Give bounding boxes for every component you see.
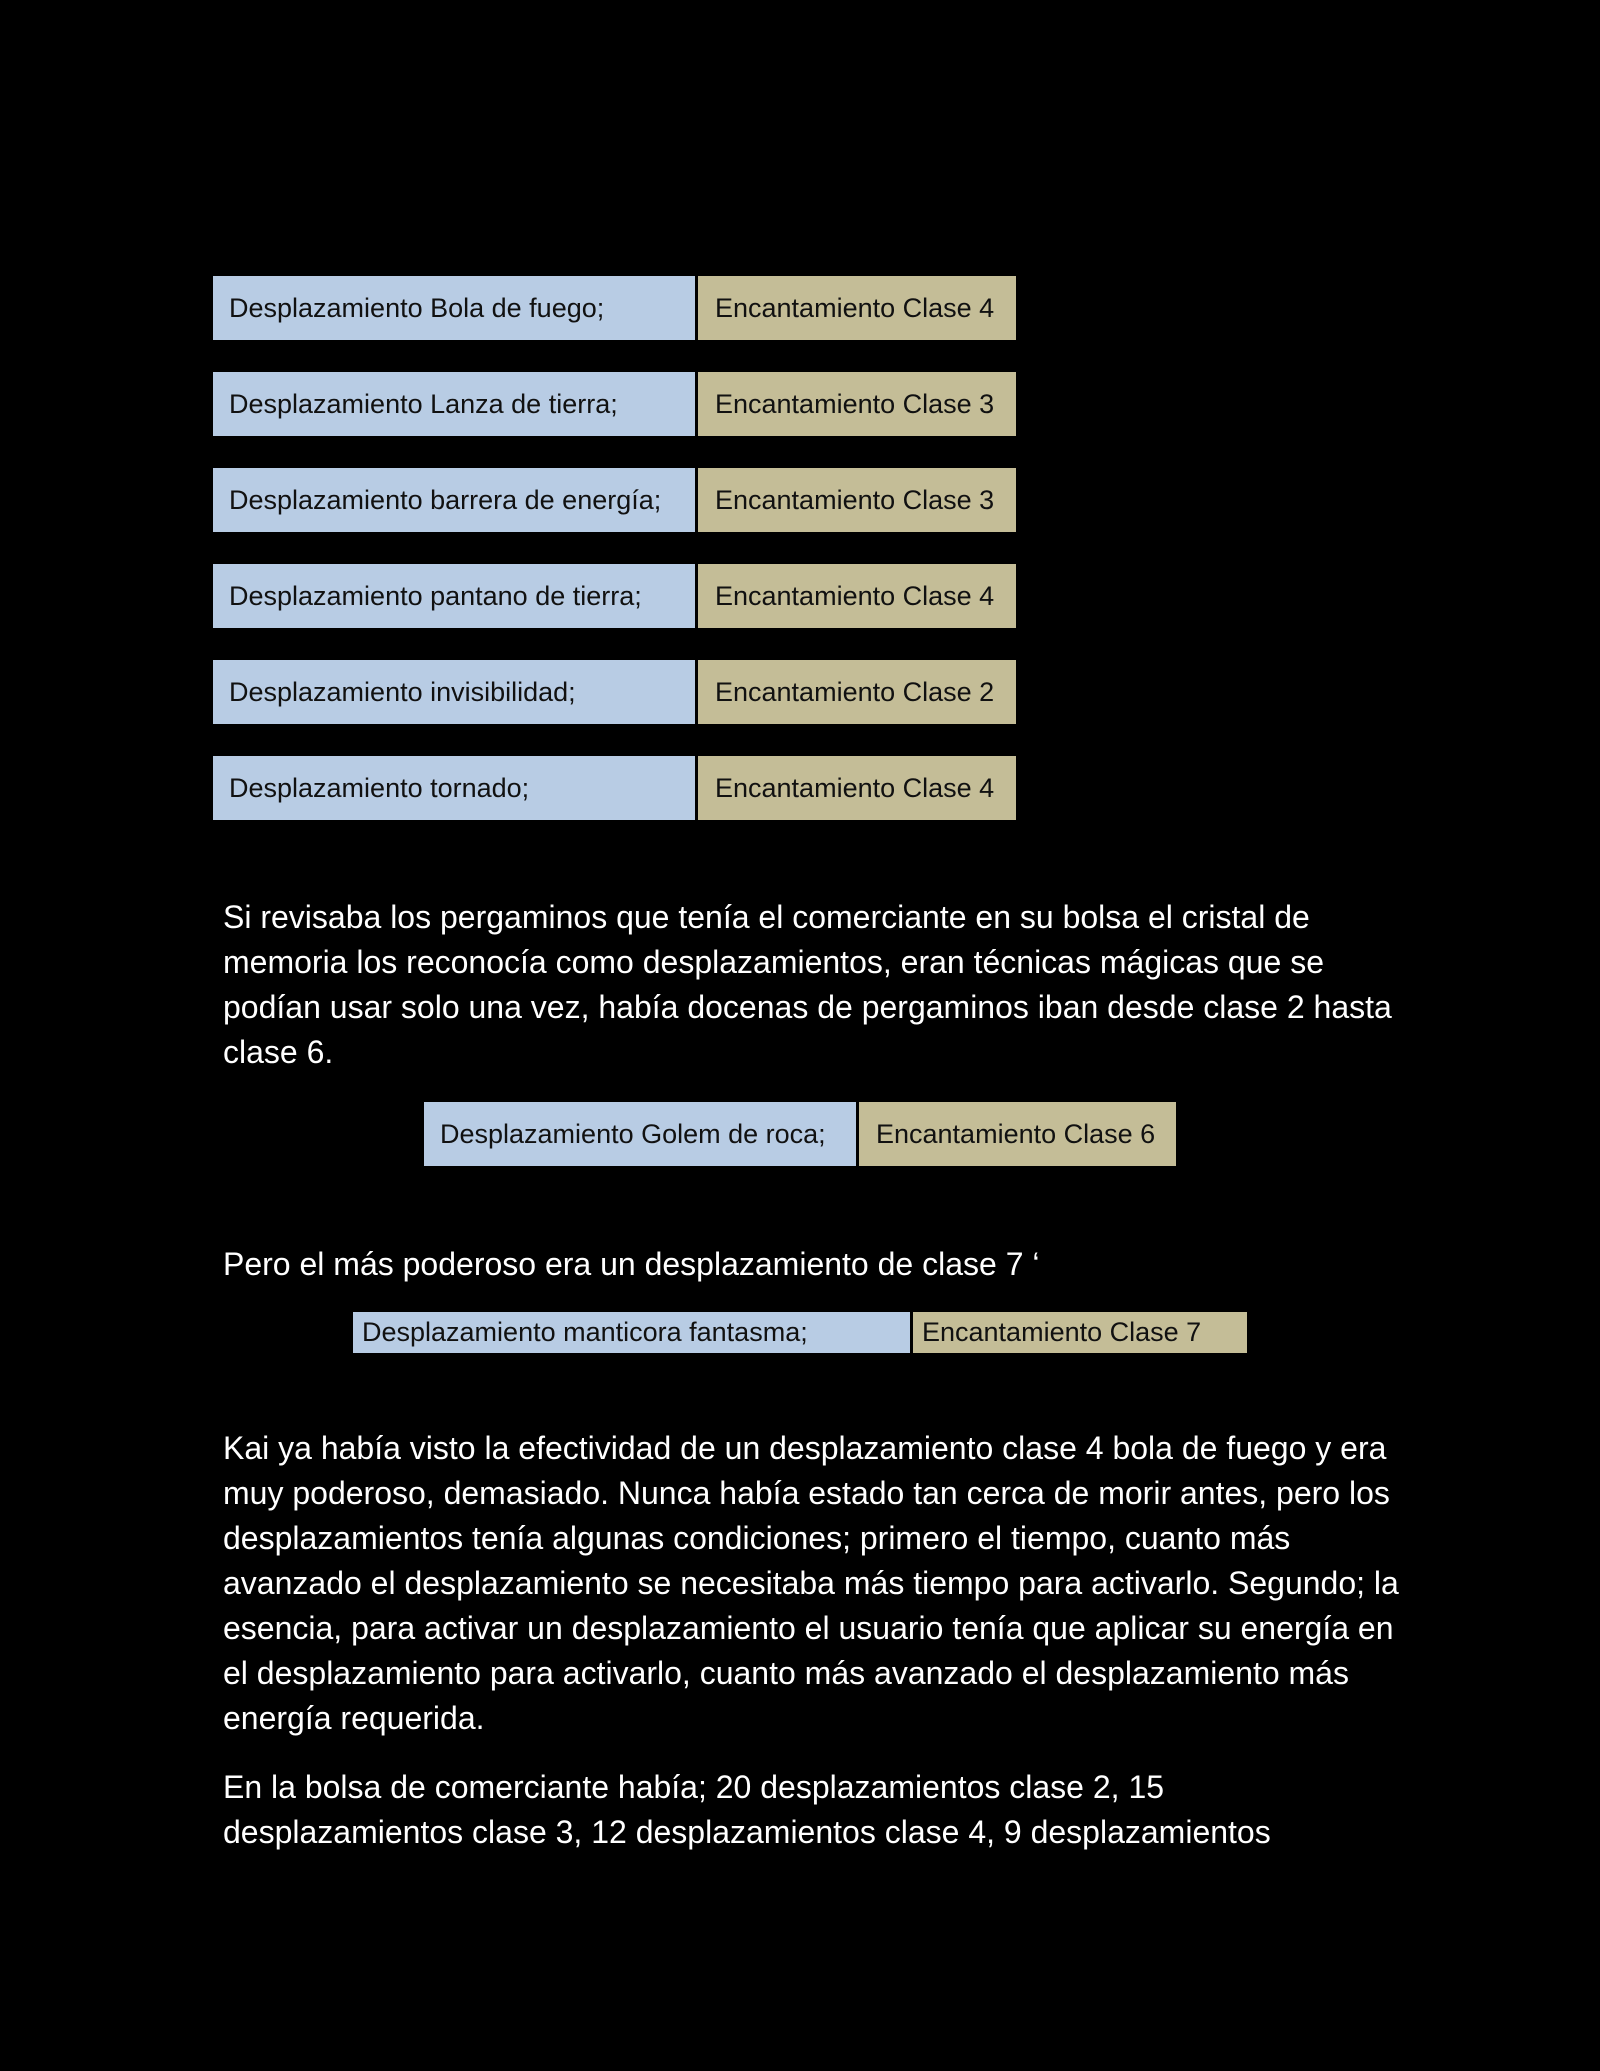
- spell-row: [213, 372, 1016, 436]
- spell-class: Encantamiento Clase 4: [698, 276, 1016, 340]
- spell-row-manticora: [353, 1312, 1247, 1353]
- spell-class: Encantamiento Clase 4: [698, 756, 1016, 820]
- spell-class: Encantamiento Clase 6: [859, 1102, 1176, 1166]
- spell-name: Desplazamiento barrera de energía;: [213, 468, 698, 532]
- spell-name: Desplazamiento tornado;: [213, 756, 698, 820]
- spell-class: Encantamiento Clase 7: [913, 1312, 1247, 1353]
- paragraph-most-powerful: Pero el más poderoso era un desplazamiento de clase 7 ‘: [223, 1246, 1040, 1282]
- spell-class: Encantamiento Clase 3: [698, 468, 1016, 532]
- paragraph-bag-contents: En la bolsa de comerciante había; 20 desplazamientos clase 2, 15 desplazamientos clase 3, 12 desplazamientos clase 4, 9 desplazamientos: [223, 1769, 1271, 1850]
- paragraph-scrolls: Si revisaba los pergaminos que tenía el comerciante en su bolsa el cristal de memoria los reconocía como desplazamientos, eran técnicas mágicas que se podían usar solo una vez, había docenas de pergaminos iban desde clase 2 hasta clase 6.: [223, 899, 1392, 1070]
- spell-row: [213, 756, 1016, 820]
- spell-name: Desplazamiento Golem de roca;: [424, 1102, 859, 1166]
- spell-class: Encantamiento Clase 4: [698, 564, 1016, 628]
- spell-name: Desplazamiento Lanza de tierra;: [213, 372, 698, 436]
- spell-row: [213, 468, 1016, 532]
- spell-class: Encantamiento Clase 2: [698, 660, 1016, 724]
- paragraph-kai: Kai ya había visto la efectividad de un desplazamiento clase 4 bola de fuego y era muy poderoso, demasiado. Nunca había estado tan cerca de morir antes, pero los desplazamientos tenía algunas condiciones; primero el tiempo, cuanto más avanzado el desplazamiento se necesitaba más tiempo para activarlo. Segundo; la esencia, para activar un desplazamiento el usuario tenía que aplicar su energía en el desplazamiento para activarlo, cuanto más avanzado el desplazamiento más energía requerida.: [223, 1430, 1399, 1736]
- spell-row: [213, 564, 1016, 628]
- spell-row: [213, 660, 1016, 724]
- spell-row-golem: [424, 1102, 1176, 1166]
- spell-name: Desplazamiento pantano de tierra;: [213, 564, 698, 628]
- spell-name: Desplazamiento invisibilidad;: [213, 660, 698, 724]
- spell-name: Desplazamiento Bola de fuego;: [213, 276, 698, 340]
- spell-class: Encantamiento Clase 3: [698, 372, 1016, 436]
- spell-row: [213, 276, 1016, 340]
- spell-name: Desplazamiento manticora fantasma;: [353, 1312, 913, 1353]
